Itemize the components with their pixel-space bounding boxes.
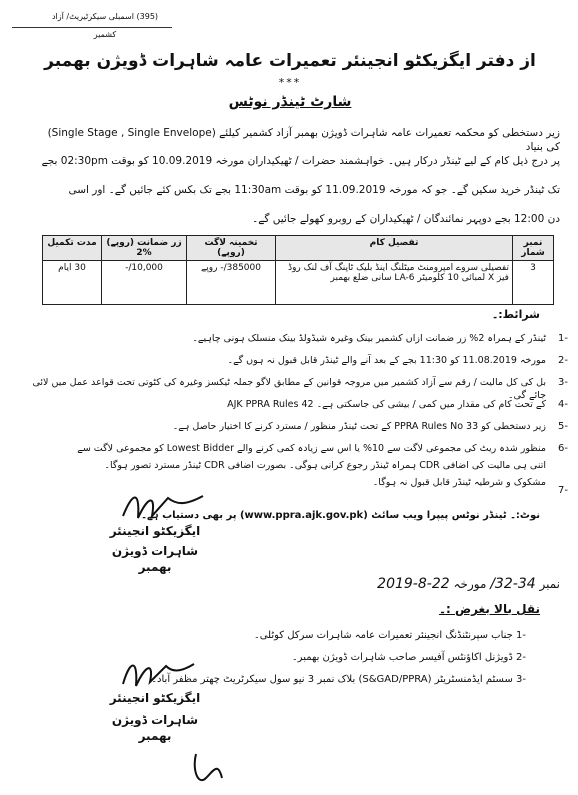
condition-number: -3 bbox=[558, 377, 568, 388]
cell-cost: 385000/- روپے bbox=[187, 261, 276, 305]
cell-sno: 3 bbox=[513, 261, 554, 305]
cell-security: 10,000/- bbox=[102, 261, 187, 305]
header-cost: تخمینہ لاگت (روپے) bbox=[187, 236, 276, 261]
condition-text: منظور شدہ ریٹ کی مجموعی لاگت سے 10% یا اس سے زیادہ کمی کرنے والے Lowest Bidder کو مجموعی لاگت سے bbox=[77, 443, 546, 454]
cell-description: تفصیلی سروے امپرومنٹ میٹلنگ اینڈ بلیک ٹاپنگ آف لنک روڈ فیز X لمبائی 10 کلومیٹر LA-6 سانی ضلع بھمبر bbox=[276, 261, 513, 305]
copy-item-2: -2 ڈویژنل اکاؤنٹس آفیسر صاحب شاہرات ڈویژن بھمبر۔ bbox=[291, 652, 526, 663]
copy-item-3: -3 سسٹم ایڈمنسٹریٹر (S&GAD/PPRA) بلاک نمبر 3 نیو سول سیکرٹریٹ چھتر مظفر آباد۔ bbox=[151, 674, 526, 685]
header-sno: نمبر شمار bbox=[513, 236, 554, 261]
condition-item-2 bbox=[26, 354, 568, 367]
reference-prefix: نمبر bbox=[539, 577, 560, 591]
signature-1-scribble bbox=[118, 486, 208, 526]
stamp-underline bbox=[12, 27, 172, 28]
condition-number: -5 bbox=[558, 421, 568, 432]
intro-line-1: زیر دستخطی کو محکمہ تعمیرات عامہ شاہرات ڈویژن بھمبر آزاد کشمیر کیلئے (Single Stage , Single Envelope) کی بنیاد bbox=[47, 127, 560, 153]
condition-text: ٹینڈر کے ہمراہ 2% زر ضمانت ازاں کشمیر بینک وغیرہ شیڈولڈ بینک منسلک ہونی چاہیے۔ bbox=[192, 333, 546, 344]
header-duration: مدت تکمیل bbox=[43, 236, 102, 261]
decorative-stars: *** bbox=[278, 76, 302, 89]
tender-table-header bbox=[43, 236, 554, 261]
header-description: تفصیل کام bbox=[276, 236, 513, 261]
intro-line-2: پر درج ذیل کام کے لیے ٹینڈر درکار ہیں۔ خواہشمند حضرات / ٹھیکیداران مورخہ 10.09.2019 کو بوقت 02:30pm بجے bbox=[41, 155, 560, 167]
condition-number: -4 bbox=[558, 399, 568, 410]
intro-line-4: دن 12:00 بجے دوپہر نمائندگان / ٹھیکیداران کے روبرو کھولے جائیں گے۔ bbox=[252, 213, 560, 225]
condition-item-6 bbox=[26, 442, 568, 489]
signature-2-office: شاہرات ڈویژن بھمبر bbox=[111, 713, 199, 743]
cell-duration: 30 ایام bbox=[43, 261, 102, 305]
condition-item-4 bbox=[26, 398, 568, 411]
copy-item-1: -1 جناب سپرنٹنڈنگ انجینئر تعمیرات عامہ شاہرات سرکل کوٹلی۔ bbox=[253, 630, 526, 641]
condition-number: -1 bbox=[558, 333, 568, 344]
signature-1-title: ایگزیکٹو انجینئر bbox=[109, 524, 201, 538]
page-stamp: (395) اسمبلی سیکرٹیریٹ/ آزاد کشمیر bbox=[51, 12, 159, 39]
condition-text: زیر دستخطی کو PPRA Rules No 33 کے تحت ٹینڈر منظور / مسترد کرنے کا اختیار حاصل ہے۔ bbox=[172, 421, 546, 432]
header-security: زر ضمانت (روپے) %2 bbox=[102, 236, 187, 261]
condition-text: مشکوک و شرطیہ ٹینڈر قابل قبول نہ ہوگا۔ bbox=[372, 477, 546, 488]
condition-item-5 bbox=[26, 420, 568, 433]
condition-number: -6 bbox=[558, 443, 568, 454]
condition-number: -2 bbox=[558, 355, 568, 366]
condition-text: AJK PPRA Rules 42 کے تحت کام کی مقدار میں کمی / بیشی کی جاسکتی ہے۔ bbox=[227, 399, 546, 410]
signature-2-title: ایگزیکٹو انجینئر bbox=[109, 691, 201, 705]
intro-line-3: تک ٹینڈر خرید سکیں گے۔ جو کہ مورخہ 11.09.2019 کو بوقت 11:30am بجے تک بکس کئے جائیں گے۔ اور اسی bbox=[68, 184, 560, 196]
signature-2-scribble bbox=[118, 652, 198, 692]
reference-date-label: مورخہ bbox=[453, 577, 487, 591]
conditions-heading: شرائط:۔ bbox=[491, 308, 540, 321]
tender-table bbox=[42, 235, 554, 305]
condition-text: مورخہ 11.08.2019 کو 11:30 بجے کے بعد آنے والے ٹینڈر قابل قبول نہ ہوں گے۔ bbox=[227, 355, 546, 366]
copy-to-heading: نقل بالا بغرض :۔ bbox=[438, 602, 540, 616]
condition-item-1 bbox=[26, 332, 568, 345]
reference-date: 22-8-2019 bbox=[377, 576, 450, 592]
condition-text: بل کی کل مالیت / رقم سے آزاد کشمیر میں مروجہ قوانین کے مطابق لاگو جملہ ٹیکسز وغیرہ کی کٹوتی تحت قواعد عمل میں لائی جائے گی۔ bbox=[32, 377, 546, 401]
table-row bbox=[43, 261, 554, 305]
condition-text: اتنی ہی مالیت کی اضافی CDR ہمراہ ٹینڈر رجوع کرانی ہوگی۔ بصورت اضافی CDR ٹینڈر مسترد تصور ہوگا۔ bbox=[104, 460, 546, 471]
condition-number: -7 bbox=[558, 485, 568, 496]
reference-line bbox=[210, 576, 560, 592]
initials-scribble bbox=[188, 748, 228, 792]
signature-1-office: شاہرات ڈویژن بھمبر bbox=[111, 544, 199, 574]
website-note: نوٹ:۔ ٹینڈر نوٹس پیپرا ویب سائٹ (www.ppra.ajk.gov.pk) پر بھی دستیاب ہے۔ bbox=[141, 510, 540, 521]
reference-number: 34-32/ bbox=[490, 576, 536, 592]
office-title: از دفتر ایگزیکٹو انجینئر تعمیرات عامہ شاہرات ڈویژن بھمبر bbox=[44, 51, 536, 71]
notice-title: شارٹ ٹینڈر نوٹس bbox=[228, 94, 352, 110]
